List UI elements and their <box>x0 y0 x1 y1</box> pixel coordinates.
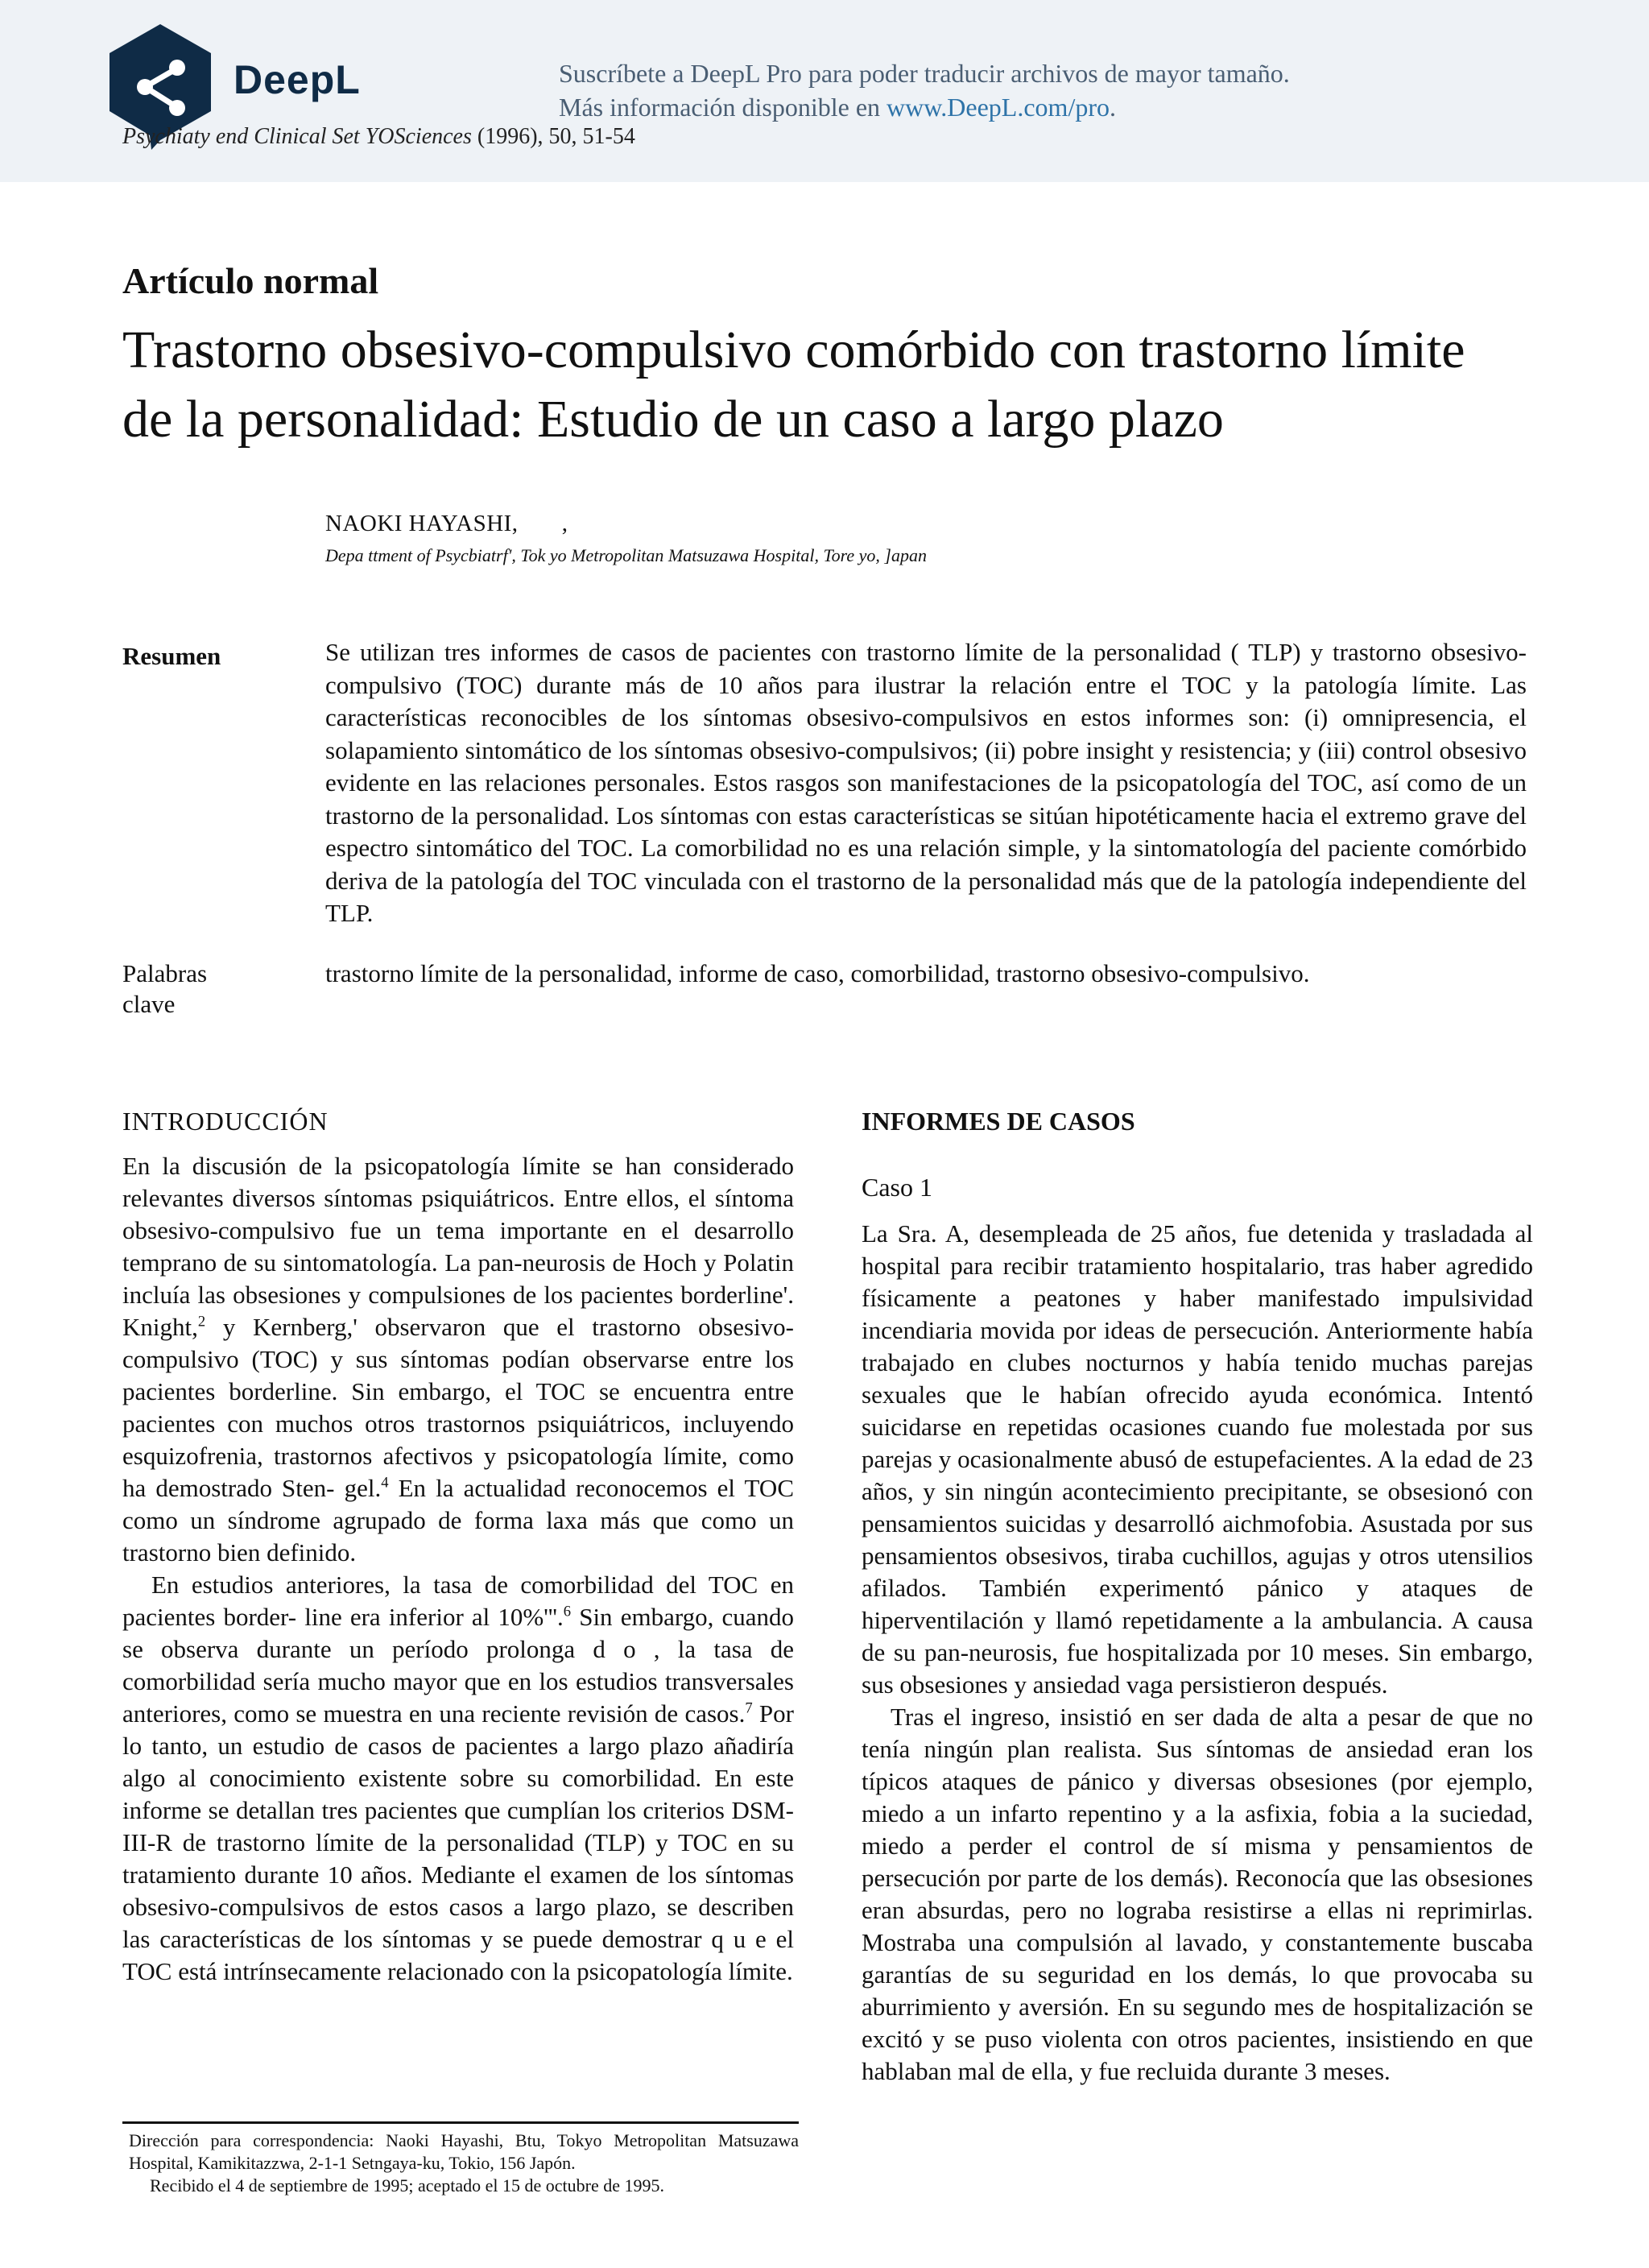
article-title <box>122 316 1572 454</box>
intro-p1-text-b: y Kernberg,' observaron que el trastorno obsesivo-compulsivo (TOC) y sus síntomas podían observarse entre los pacientes borderline. Sin embargo, el TOC se encuentra entre pacientes con muchos otros trastornos psiquiátricos, incluyendo esquizofrenia, trastornos afectivos y psicopatología límite, como ha demostrado Sten- gel. <box>122 1313 794 1502</box>
received-dates: Recibido el 4 de septiembre de 1995; aceptado el 15 de octubre de 1995. <box>150 2175 665 2196</box>
promo-link[interactable]: www.DeepL.com/pro <box>886 93 1110 122</box>
intro-p2-text-a: En estudios anteriores, la tasa de comorbilidad del TOC en pacientes border- line era inferior al 10%'''. <box>122 1571 794 1631</box>
title-line-1: Trastorno obsesivo-compulsivo comórbido con trastorno límite <box>122 321 1465 379</box>
intro-paragraph-1 <box>122 1150 794 1569</box>
case-paragraph-2: Tras el ingreso, insistió en ser dada de alta a pesar de que no tenía ningún plan realista. Sus síntomas de ansiedad eran los típicos ataques de pánico y diversas obsesiones (por ejemplo, miedo a un infarto repentino y a la asfixia, fobia a la suciedad, miedo a perder el control de sí misma y pensamientos de persecución por parte de los demás). Reconocía que las obsesiones eran absurdas, pero no lograba resistirse a ellas ni reprimirlas. Mostraba una compulsión al lavado, y constantemente buscaba garantías de su seguridad en los demás, lo que provocaba su aburrimiento y aversión. En su segundo mes de hospitalización se excitó y se puso violenta con otros pacientes, insistiendo en que hablaban mal de ella, y fue recluida durante 3 meses. <box>862 1703 1533 2085</box>
citation-superscript: 7 <box>745 1699 753 1717</box>
case-1-body <box>862 1218 1533 2088</box>
introduction-body <box>122 1150 794 1988</box>
abstract-text: Se utilizan tres informes de casos de pacientes con trastorno límite de la personalidad ( TLP) y trastorno obsesivo-compulsivo (TOC) durante más de 10 años para ilustrar la relación entre el TOC y la patología límite. Las características reconocibles de los síntomas obsesivo-compulsivos en estos informes son: (i) omnipresencia, el solapamiento sintomático de los síntomas obsesivo-compulsivos; (ii) pobre insight y resistencia; y (iii) control obsesivo evidente en las relaciones personales. Estos rasgos son manifestaciones de la psicopatología del TOC, así como de un trastorno de la personalidad. Los síntomas con estas características se sitúan hipotéticamente hacia el extremo grave del espectro sintomático del TOC. La comorbilidad no es una relación simple, y la sintomatología del paciente comórbido deriva de la patología del TOC vinculada con el trastorno de la personalidad más que de la patología independiente del TLP. <box>325 638 1527 927</box>
intro-p2-text-c: Por lo tanto, un estudio de casos de pacientes a largo plazo añadiría algo al conocimiento existente sobre su comorbilidad. En este informe se detallan tres pacientes que cumplían los criterios DSM-III-R de trastorno límite de la personalidad (TLP) y TOC en su tratamiento durante 10 años. Mediante el examen de los síntomas obsesivo-compulsivos de estos casos a largo plazo, se describen las características de los síntomas y se puede demostrar q u e el TOC está intrínsecamente relacionado con la psicopatología límite. <box>122 1699 794 1985</box>
keywords-label-line-1: Palabras <box>122 959 208 987</box>
promo-line-2 <box>559 90 1290 124</box>
case-paragraph-1: La Sra. A, desempleada de 25 años, fue detenida y trasladada al hospital para recibir tratamiento hospitalario, tras haber agredido físicamente a peatones y haber manifestado impulsividad incendiaria movida por ideas de persecución. Anteriormente había trabajado en clubes nocturnos y había tenido muchas parejas sexuales que le habían ofrecido ayuda económica. Intentó suicidarse en repetidas ocasiones cuando fue molestada por sus parejas y ocasionalmente abusó de estupefacientes. A la edad de 23 años, y sin ningún acontecimiento precipitante, se obsesionó con pensamientos suicidas y desarrolló aichmofobia. Asustada por sus pensamientos obsesivos, tiraba cuchillos, agujas y otros utensilios afilados. También experimentó pánico y ataques de hiperventilación y llamó repetidamente a la ambulancia. A causa de su pan-neurosis, fue hospitalizada por 10 meses. Sin embargo, sus obsesiones y ansiedad vaga persistieron después. <box>862 1219 1533 1699</box>
citation-superscript: 2 <box>197 1313 206 1331</box>
promo-line-1: Suscríbete a DeepL Pro para poder traducir archivos de mayor tamaño. <box>559 59 1290 88</box>
intro-p1-text-c: En la actualidad reconocemos el TOC como un síndrome agrupado de forma laxa más que como un trastorno bien definido. <box>122 1474 794 1566</box>
footnote <box>129 2129 799 2197</box>
keywords-label-line-2: clave <box>122 990 176 1018</box>
promo-message <box>559 56 1290 124</box>
journal-citation <box>122 124 635 150</box>
journal-volume: (1996), 50, 51-54 <box>471 124 635 149</box>
intro-p1-text-a: En la discusión de la psicopatología límite se han considerado relevantes diversos síntomas psiquiátricos. Entre ellos, el síntoma obsesivo-compulsivo fue un tema importante en el desarrollo temprano de su sintomatología. La pan-neurosis de Hoch y Polatin incluía las obsesiones y compulsiones de los pacientes borderline'. Knight, <box>122 1152 794 1341</box>
correspondence-address: Dirección para correspondencia: Naoki Hayashi, Btu, Tokyo Metropolitan Matsuzawa Hospital, Kamikitazzwa, 2-1-1 Setngaya-ku, Tokio, 156 Japón. <box>129 2130 799 2173</box>
author-name: NAOKI HAYASHI, , <box>325 511 568 536</box>
deepl-logo-text[interactable]: DeepL <box>234 57 361 102</box>
promo-suffix: . <box>1109 93 1116 122</box>
abstract-label: Resumen <box>122 642 221 670</box>
title-line-2: de la personalidad: Estudio de un caso a largo plazo <box>122 390 1224 449</box>
journal-name: Psychiaty end Clinical Set YOSciences <box>122 124 472 149</box>
intro-p2-text-b: Sin embargo, cuando se observa durante un período prolonga d o , la tasa de comorbilidad sería mucho mayor que en los estudios transversales anteriores, como se muestra en una reciente revisión de casos. <box>122 1603 794 1728</box>
case-reports-heading: INFORMES DE CASOS <box>862 1107 1135 1136</box>
keywords-label <box>122 958 207 1020</box>
keywords-text: trastorno límite de la personalidad, informe de caso, comorbilidad, trastorno obsesivo-compulsivo. <box>325 959 1310 987</box>
article-type: Artículo normal <box>122 260 379 301</box>
intro-paragraph-2 <box>122 1569 794 1988</box>
case-1-label: Caso 1 <box>862 1173 932 1202</box>
introduction-heading: INTRODUCCIÓN <box>122 1107 329 1136</box>
footnote-divider <box>122 2121 799 2124</box>
citation-superscript: 4 <box>381 1474 389 1492</box>
citation-superscript: 6 <box>563 1603 572 1620</box>
promo-prefix: Más información disponible en <box>559 93 887 122</box>
author-affiliation: Depa ttment of Psycbiatrf', Tok yo Metropolitan Matsuzawa Hospital, Tore yo, ]apan <box>325 545 927 565</box>
